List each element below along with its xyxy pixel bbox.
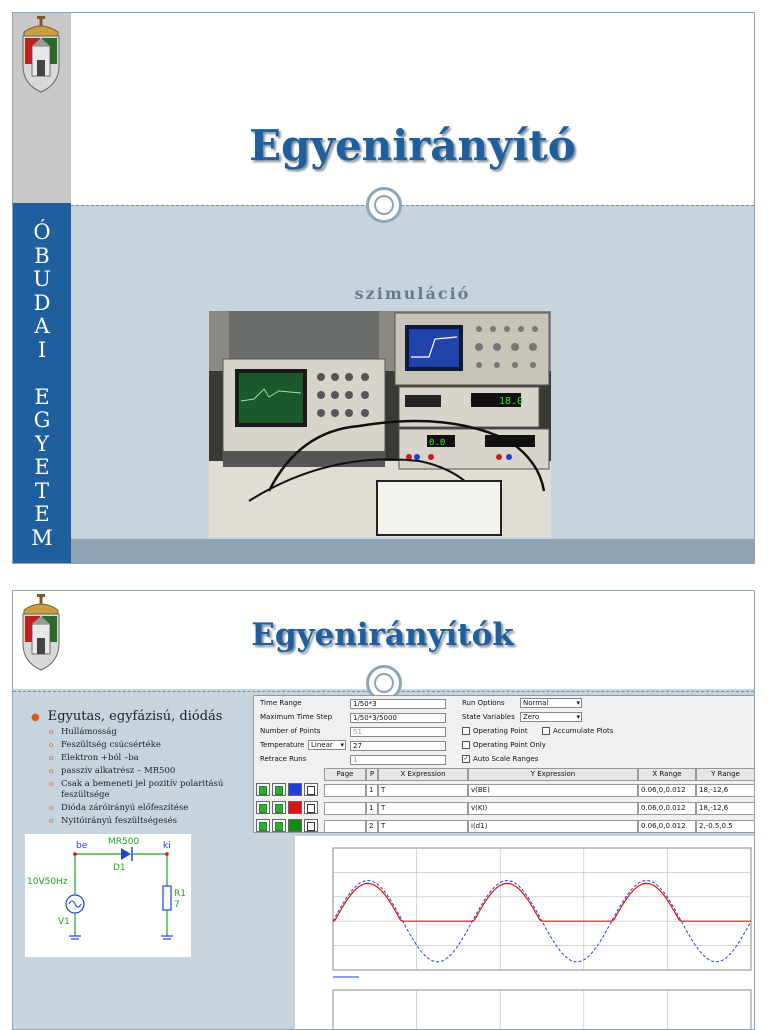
row-cell-y[interactable]: i(d1) [468,820,638,833]
bullet-circle-icon: o [49,804,54,812]
series-color-swatch[interactable] [288,783,302,796]
row-cell-yr[interactable]: 2,-0.5,0.5 [696,820,755,833]
university-crest-icon [18,16,64,94]
simulation-settings-panel [253,695,755,833]
sidebar-letter: E [34,455,50,479]
source-value-label: 10V50Hz [27,877,68,887]
sidebar-letter: A [34,314,50,338]
slide-1 [12,12,755,564]
sub-bullet-item: o Elektron +ból –ba [49,753,139,763]
sidebar-letter: I [37,337,47,362]
sidebar-letter: T [34,478,49,503]
sub-bullet-item: o Feszültség csúcsértéke [49,740,161,750]
row-cell-y[interactable]: v(KI) [468,802,638,815]
lab-equipment-photo [209,311,551,537]
temperature-mode-select[interactable]: Linear ▾ [308,740,346,750]
node-out-label: ki [163,841,171,851]
column-header: P [366,768,378,781]
sub-bullet-item: o Csak a bemeneti jel pozitív polaritású feszültsége [49,779,224,800]
sidebar-letter: B [34,243,50,268]
bullet-list: ● Egyutas, egyfázisú, diódás [31,709,223,724]
row-cell-p[interactable]: 2 [366,820,378,833]
row-cell-page[interactable] [324,802,366,815]
bullet-main: Egyutas, egyfázisú, diódás [47,709,223,724]
accumulate-plots-checkbox[interactable]: Accumulate Plots [542,727,613,735]
plot-lines-icon[interactable] [272,819,286,832]
column-header: Page [324,768,366,781]
sidebar-letter [13,362,71,386]
sub-bullet-item: o Hullámosság [49,727,117,737]
row-cell-yr[interactable]: 18,-12,6 [696,784,755,797]
column-header: X Expression [378,768,468,781]
max-step-label: Maximum Time Step [260,713,333,721]
row-cell-x[interactable]: T [378,820,468,833]
num-points-input[interactable]: 51 [350,727,446,737]
row-cell-p[interactable]: 1 [366,802,378,815]
sub-bullet-item: o Dióda záróirányú előfeszítése [49,803,189,813]
display-left-readout: 0.0 [429,438,446,448]
row-cell-xr[interactable]: 0.06,0,0.012 [638,820,696,833]
diode-model-label: MR500 [108,837,140,847]
grid-icon[interactable] [304,783,318,796]
circuit-diagram [25,834,191,957]
temperature-label: Temperature [260,741,305,749]
ring-divider-icon [366,187,402,223]
plot-lines-icon[interactable] [272,783,286,796]
sidebar-letter: D [33,290,51,315]
grid-icon[interactable] [304,819,318,832]
slide-2 [12,590,755,1030]
row-cell-x[interactable]: T [378,784,468,797]
slide-subtitle: szimuláció [354,284,471,303]
checkmark-icon: ✓ [463,755,469,762]
slide-header-area [13,13,754,205]
chevron-down-icon: ▾ [576,713,580,721]
display-right-readout: 18.0 [499,396,524,407]
column-header: X Range [638,768,696,781]
source-name-label: V1 [58,917,70,927]
resistor-value-label: 7 [174,900,180,910]
bullet-circle-icon: o [49,754,54,762]
second-plot-area [333,990,751,1030]
auto-scale-checkbox[interactable]: ✓ Auto Scale Ranges [463,755,539,763]
ground-icon [69,936,173,939]
slide-title: Egyenirányító [249,121,576,170]
sub-bullet-item: o passzív alkatrész – MR500 [49,766,176,776]
time-range-input[interactable]: 1/50*3 [350,699,446,709]
row-cell-xr[interactable]: 0.06,0,0.012 [638,784,696,797]
retrace-label: Retrace Runs [260,755,307,763]
resistor-icon [163,886,171,910]
series-color-swatch[interactable] [288,801,302,814]
state-vars-select[interactable]: Zero ▾ [520,712,582,722]
sidebar-letter: Y [35,431,49,456]
row-cell-page[interactable] [324,820,366,833]
state-vars-label: State Variables [462,713,515,721]
chevron-down-icon: ▾ [340,741,344,749]
resistor-name-label: R1 [174,889,186,899]
diode-name-label: D1 [113,863,126,873]
plot-style-icon[interactable] [256,801,270,814]
operating-point-only-checkbox[interactable]: Operating Point Only [462,741,546,749]
sidebar-letter: Ó [33,220,51,244]
slide-title: Egyenirányítók [251,617,514,653]
bullet-circle-icon: o [49,741,54,749]
run-options-label: Run Options [462,699,505,707]
plot-style-icon[interactable] [256,783,270,796]
operating-point-checkbox[interactable]: Operating Point [462,727,528,735]
row-cell-yr[interactable]: 18,-12,6 [696,802,755,815]
temperature-input[interactable]: 27 [350,741,446,751]
plot-lines-icon[interactable] [272,801,286,814]
university-crest-icon [18,594,64,672]
sidebar-letter: U [33,267,51,291]
chevron-down-icon: ▾ [576,699,580,707]
plot-style-icon[interactable] [256,819,270,832]
bullet-circle-icon: o [49,817,54,825]
row-cell-x[interactable]: T [378,802,468,815]
sidebar-letter: G [33,408,51,432]
bullet-circle-icon: o [49,767,54,775]
series-color-swatch[interactable] [288,819,302,832]
num-points-label: Number of Points [260,727,321,735]
retrace-input[interactable]: 1 [350,755,446,765]
sidebar-university-name [13,221,71,550]
run-options-select[interactable]: Normal ▾ [520,698,582,708]
row-cell-p[interactable]: 1 [366,784,378,797]
grid-icon[interactable] [304,801,318,814]
sidebar-letter: E [34,502,50,526]
column-header: Y Expression [468,768,638,781]
row-cell-page[interactable] [324,784,366,797]
diode-icon [121,847,132,861]
waveform-plot [295,836,755,1030]
bullet-circle-icon: o [49,728,54,736]
bullet-circle-icon: o [49,780,54,788]
column-header: Y Range [696,768,755,781]
row-cell-y[interactable]: v(BE) [468,784,638,797]
sidebar [13,13,71,563]
sidebar-letter: M [31,525,53,550]
max-step-input[interactable]: 1/50*3/5000 [350,713,446,723]
sidebar-letter: E [34,384,50,409]
node-in-label: be [76,841,88,851]
row-cell-xr[interactable]: 0.06,0,0.012 [638,802,696,815]
time-range-label: Time Range [260,699,302,707]
sub-bullet-item: o Nyitóirányú feszültségesés [49,816,178,826]
sub-bullet-list [49,727,253,829]
